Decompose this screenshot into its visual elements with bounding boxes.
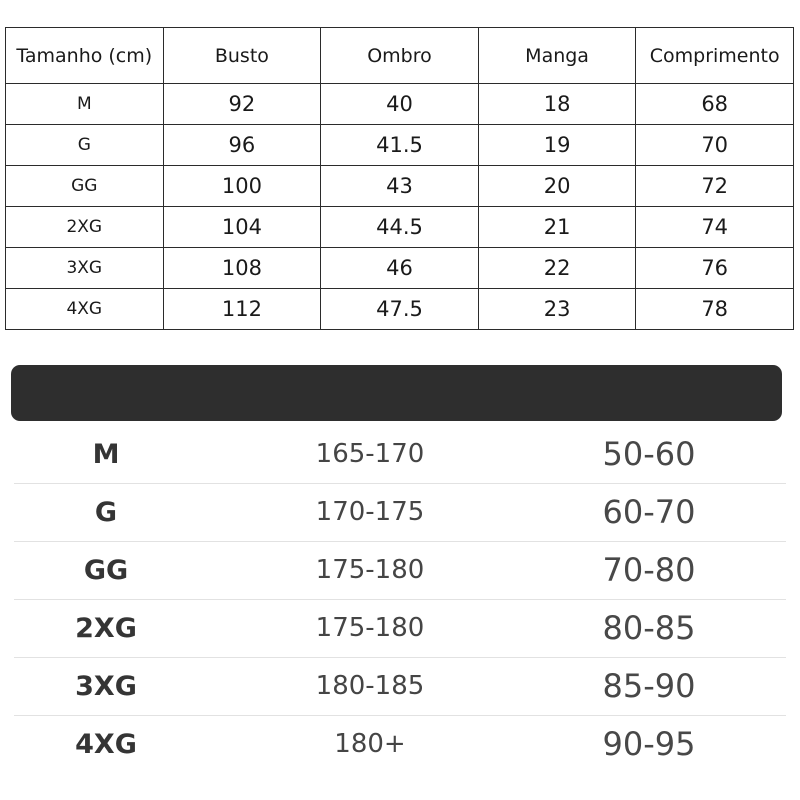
fit-size-label: M [92, 439, 120, 470]
fit-size-label: 4XG [75, 729, 137, 760]
fit-guide-row [14, 658, 786, 716]
table-cell-shoulder: 46 [321, 248, 479, 289]
table-cell-shoulder: 44.5 [321, 207, 479, 248]
table-cell-sleeve: 20 [478, 166, 636, 207]
table-cell-shoulder: 47.5 [321, 289, 479, 330]
size-table [5, 27, 794, 330]
table-row [6, 207, 794, 248]
table-row [6, 84, 794, 125]
table-row [6, 125, 794, 166]
table-cell-bust: 112 [163, 289, 321, 330]
table-cell-bust: 108 [163, 248, 321, 289]
fit-size-label: GG [83, 555, 129, 586]
table-cell-size: GG [6, 166, 164, 207]
fit-guide-row [14, 484, 786, 542]
fit-weight-range: 60-70 [602, 493, 696, 531]
fit-size-label: 2XG [75, 613, 137, 644]
header-shoulder: Ombro [321, 28, 479, 84]
fit-guide-row [14, 716, 786, 773]
fit-guide-list [14, 426, 786, 773]
table-cell-shoulder: 43 [321, 166, 479, 207]
fit-weight-range: 70-80 [602, 551, 696, 589]
table-cell-length: 72 [636, 166, 794, 207]
size-table-header-row [6, 28, 794, 84]
table-cell-sleeve: 19 [478, 125, 636, 166]
fit-weight-range: 90-95 [602, 725, 696, 763]
fit-guide-row [14, 600, 786, 658]
header-length: Comprimento [636, 28, 794, 84]
header-sleeve: Manga [478, 28, 636, 84]
header-size: Tamanho (cm) [6, 28, 164, 84]
fit-height-range: 170-175 [315, 497, 425, 527]
table-cell-size: 4XG [6, 289, 164, 330]
table-cell-sleeve: 18 [478, 84, 636, 125]
fit-height-range: 180-185 [315, 671, 425, 701]
table-cell-length: 70 [636, 125, 794, 166]
table-cell-sleeve: 21 [478, 207, 636, 248]
table-cell-shoulder: 40 [321, 84, 479, 125]
fit-weight-range: 50-60 [602, 435, 696, 473]
fit-guide-row [14, 542, 786, 600]
fit-height-range: 175-180 [315, 555, 425, 585]
header-bust: Busto [163, 28, 321, 84]
fit-height-range: 165-170 [315, 439, 425, 469]
fit-size-label: 3XG [75, 671, 137, 702]
fit-guide-header-bar [11, 365, 782, 421]
table-cell-length: 78 [636, 289, 794, 330]
table-cell-size: 2XG [6, 207, 164, 248]
table-cell-bust: 100 [163, 166, 321, 207]
table-cell-sleeve: 22 [478, 248, 636, 289]
fit-weight-range: 85-90 [602, 667, 696, 705]
table-cell-bust: 92 [163, 84, 321, 125]
table-cell-bust: 104 [163, 207, 321, 248]
fit-height-range: 180+ [334, 729, 406, 759]
fit-size-label: G [94, 497, 118, 528]
table-cell-sleeve: 23 [478, 289, 636, 330]
table-cell-length: 68 [636, 84, 794, 125]
table-cell-shoulder: 41.5 [321, 125, 479, 166]
fit-weight-range: 80-85 [602, 609, 696, 647]
table-cell-size: G [6, 125, 164, 166]
table-cell-length: 76 [636, 248, 794, 289]
table-cell-bust: 96 [163, 125, 321, 166]
table-row [6, 166, 794, 207]
table-row [6, 289, 794, 330]
table-row [6, 248, 794, 289]
fit-height-range: 175-180 [315, 613, 425, 643]
table-cell-size: 3XG [6, 248, 164, 289]
table-cell-length: 74 [636, 207, 794, 248]
fit-guide-row [14, 426, 786, 484]
table-cell-size: M [6, 84, 164, 125]
